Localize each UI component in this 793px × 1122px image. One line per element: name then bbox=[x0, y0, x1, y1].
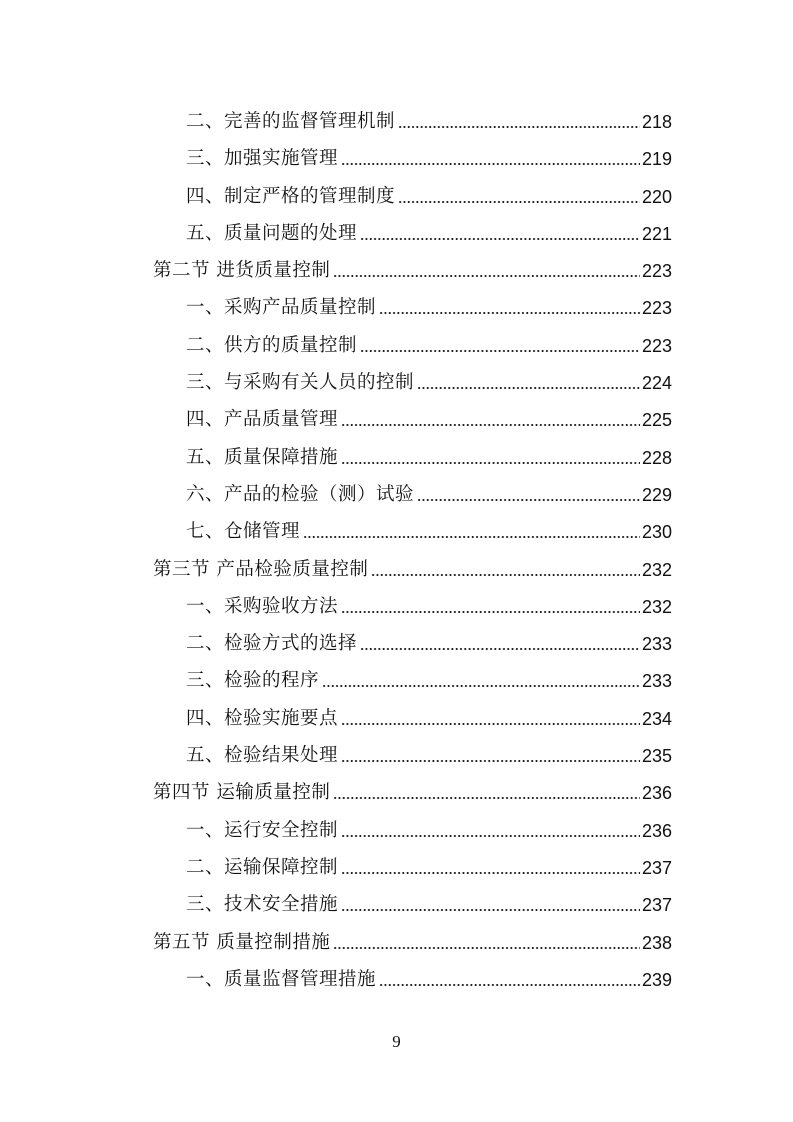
toc-entry-page-number: 223 bbox=[641, 298, 672, 319]
dot-leader bbox=[360, 349, 640, 353]
toc-entry-label: 第三节 产品检验质量控制 bbox=[153, 558, 369, 580]
dot-leader bbox=[341, 722, 640, 726]
toc-entry-label: 一、质量监督管理措施 bbox=[186, 968, 377, 990]
dot-leader bbox=[417, 386, 640, 390]
toc-entry-line bbox=[186, 743, 672, 767]
dot-leader bbox=[333, 796, 640, 800]
toc-entry-page-number: 229 bbox=[641, 484, 672, 505]
toc-entry-page-number: 224 bbox=[641, 373, 672, 394]
toc-entry-line bbox=[186, 445, 672, 469]
toc-entry-page-number: 234 bbox=[641, 708, 672, 729]
toc-entry-label: 二、供方的质量控制 bbox=[186, 334, 358, 356]
toc-entry-page-number: 230 bbox=[641, 522, 672, 543]
toc-entry-label: 三、与采购有关人员的控制 bbox=[186, 372, 415, 394]
toc-subsection-entry[interactable] bbox=[0, 660, 793, 697]
toc-subsection-entry[interactable] bbox=[0, 698, 793, 735]
toc-entry-line bbox=[186, 892, 672, 916]
toc-entry-page-number: 228 bbox=[641, 447, 672, 468]
toc-entry-label: 一、运行安全控制 bbox=[186, 819, 339, 841]
dot-leader bbox=[398, 125, 640, 129]
toc-subsection-entry[interactable] bbox=[0, 735, 793, 772]
dot-leader bbox=[360, 237, 640, 241]
toc-entry-label: 五、质量保障措施 bbox=[186, 446, 339, 468]
toc-entry-line bbox=[186, 594, 672, 618]
toc-entry-line bbox=[186, 855, 672, 879]
toc-entry-page-number: 237 bbox=[641, 895, 672, 916]
toc-section-entry[interactable] bbox=[0, 772, 793, 809]
toc-entry-line bbox=[153, 258, 672, 282]
dot-leader bbox=[341, 461, 640, 465]
toc-entry-line bbox=[186, 295, 672, 319]
toc-subsection-entry[interactable] bbox=[0, 810, 793, 847]
toc-entry-page-number: 232 bbox=[641, 559, 672, 580]
toc-entry-line bbox=[186, 146, 672, 170]
toc-subsection-entry[interactable] bbox=[0, 586, 793, 623]
toc-entry-page-number: 219 bbox=[641, 149, 672, 170]
toc-subsection-entry[interactable] bbox=[0, 213, 793, 250]
toc-entry-page-number: 232 bbox=[641, 596, 672, 617]
table-of-contents bbox=[0, 101, 793, 996]
toc-entry-page-number: 225 bbox=[641, 410, 672, 431]
toc-section-entry[interactable] bbox=[0, 250, 793, 287]
dot-leader bbox=[379, 311, 640, 315]
toc-subsection-entry[interactable] bbox=[0, 138, 793, 175]
dot-leader bbox=[341, 871, 640, 875]
page-number: 9 bbox=[392, 1032, 401, 1051]
toc-entry-line bbox=[186, 967, 672, 991]
toc-subsection-entry[interactable] bbox=[0, 884, 793, 921]
toc-entry-line bbox=[186, 668, 672, 692]
dot-leader bbox=[333, 946, 640, 950]
dot-leader bbox=[360, 647, 640, 651]
dot-leader bbox=[341, 610, 640, 614]
toc-entry-line bbox=[186, 818, 672, 842]
toc-subsection-entry[interactable] bbox=[0, 176, 793, 213]
toc-subsection-entry[interactable] bbox=[0, 437, 793, 474]
toc-entry-page-number: 235 bbox=[641, 746, 672, 767]
toc-entry-label: 五、检验结果处理 bbox=[186, 745, 339, 767]
toc-subsection-entry[interactable] bbox=[0, 325, 793, 362]
toc-entry-line bbox=[186, 370, 672, 394]
toc-entry-label: 四、检验实施要点 bbox=[186, 707, 339, 729]
toc-entry-page-number: 236 bbox=[641, 783, 672, 804]
dot-leader bbox=[341, 759, 640, 763]
toc-entry-label: 四、制定严格的管理制度 bbox=[186, 185, 396, 207]
toc-entry-line bbox=[153, 557, 672, 581]
toc-entry-line bbox=[186, 184, 672, 208]
toc-entry-label: 第四节 运输质量控制 bbox=[153, 782, 331, 804]
toc-entry-page-number: 239 bbox=[641, 969, 672, 990]
toc-entry-line bbox=[186, 482, 672, 506]
toc-entry-label: 三、加强实施管理 bbox=[186, 148, 339, 170]
toc-entry-page-number: 223 bbox=[641, 261, 672, 282]
toc-entry-label: 四、产品质量管理 bbox=[186, 409, 339, 431]
toc-entry-label: 二、完善的监督管理机制 bbox=[186, 111, 396, 132]
toc-entry-line bbox=[153, 930, 672, 954]
toc-entry-page-number: 237 bbox=[641, 857, 672, 878]
toc-entry-label: 第二节 进货质量控制 bbox=[153, 260, 331, 282]
toc-entry-label: 一、采购产品质量控制 bbox=[186, 297, 377, 319]
toc-entry-line bbox=[153, 780, 672, 804]
toc-subsection-entry[interactable] bbox=[0, 362, 793, 399]
toc-subsection-entry[interactable] bbox=[0, 101, 793, 138]
toc-entry-page-number: 220 bbox=[641, 186, 672, 207]
toc-entry-line bbox=[186, 631, 672, 655]
dot-leader bbox=[333, 274, 640, 278]
dot-leader bbox=[341, 423, 640, 427]
dot-leader bbox=[341, 834, 640, 838]
toc-entry-label: 七、仓储管理 bbox=[186, 521, 301, 543]
toc-entry-page-number: 233 bbox=[641, 671, 672, 692]
dot-leader bbox=[417, 498, 640, 502]
dot-leader bbox=[322, 684, 640, 688]
toc-entry-page-number: 238 bbox=[641, 932, 672, 953]
toc-entry-line bbox=[186, 221, 672, 245]
dot-leader bbox=[341, 162, 640, 166]
toc-entry-label: 五、质量问题的处理 bbox=[186, 222, 358, 244]
dot-leader bbox=[379, 983, 640, 987]
toc-subsection-entry[interactable] bbox=[0, 959, 793, 996]
dot-leader bbox=[371, 573, 640, 577]
toc-subsection-entry[interactable] bbox=[0, 511, 793, 548]
toc-entry-page-number: 236 bbox=[641, 820, 672, 841]
toc-entry-page-number: 221 bbox=[641, 223, 672, 244]
toc-subsection-entry[interactable] bbox=[0, 847, 793, 884]
toc-entry-label: 一、采购验收方法 bbox=[186, 595, 339, 617]
toc-entry-page-number: 233 bbox=[641, 634, 672, 655]
toc-entry-label: 三、技术安全措施 bbox=[186, 894, 339, 916]
toc-entry-label: 三、检验的程序 bbox=[186, 670, 320, 692]
toc-entry-label: 第五节 质量控制措施 bbox=[153, 931, 331, 953]
toc-subsection-entry[interactable] bbox=[0, 287, 793, 324]
toc-entry-line bbox=[186, 109, 672, 133]
toc-entry-line bbox=[186, 519, 672, 543]
toc-entry-label: 二、运输保障控制 bbox=[186, 856, 339, 878]
toc-entry-page-number: 223 bbox=[641, 335, 672, 356]
toc-subsection-entry[interactable] bbox=[0, 623, 793, 660]
toc-subsection-entry[interactable] bbox=[0, 474, 793, 511]
toc-section-entry[interactable] bbox=[0, 922, 793, 959]
toc-entry-label: 二、检验方式的选择 bbox=[186, 633, 358, 655]
toc-entry-line bbox=[186, 333, 672, 357]
toc-entry-line bbox=[186, 706, 672, 730]
dot-leader bbox=[303, 535, 640, 539]
toc-entry-label: 六、产品的检验（测）试验 bbox=[186, 483, 415, 505]
toc-entry-line bbox=[186, 407, 672, 431]
toc-section-entry[interactable] bbox=[0, 549, 793, 586]
dot-leader bbox=[341, 908, 640, 912]
toc-entry-page-number: 218 bbox=[641, 112, 672, 132]
toc-subsection-entry[interactable] bbox=[0, 399, 793, 436]
dot-leader bbox=[398, 200, 640, 204]
